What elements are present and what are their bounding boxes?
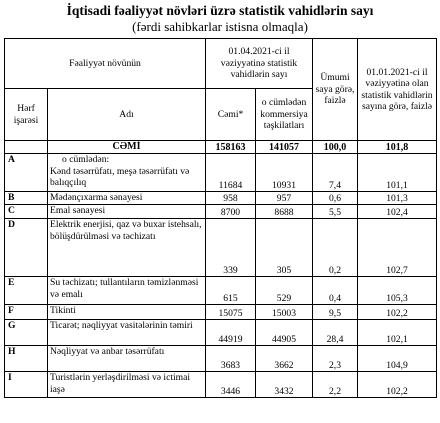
header-relative: 01.01.2021-ci il vəziyyətinə olan statistik vahidlərin sayına görə, faizlə	[358, 39, 437, 141]
row-commercial: 10931	[256, 154, 313, 192]
row-total: 15075	[206, 305, 256, 320]
row-activity-label: Ticarət; nəqliyyat vasitələrinin təmiri	[50, 320, 193, 331]
row-activity-label: Kənd təsərrüfatı, meşə təsərrüfatı və balıqçılıq	[50, 165, 190, 188]
row-share: 28,4	[313, 320, 358, 346]
table-row	[5, 277, 437, 305]
row-relative: 105,3	[358, 277, 437, 305]
table-row	[5, 192, 437, 205]
table-row	[5, 219, 437, 277]
row-letter-code: B	[5, 192, 48, 205]
row-activity-name	[48, 372, 206, 398]
row-total: 44919	[206, 320, 256, 346]
row-commercial: 3432	[256, 372, 313, 398]
row-commercial: 529	[256, 277, 313, 305]
row-letter-code: H	[5, 346, 48, 372]
row-letter-code: F	[5, 305, 48, 320]
row-total: 11684	[206, 154, 256, 192]
row-share: 7,4	[313, 154, 358, 192]
row-activity-name	[48, 205, 206, 219]
row-share: 0,4	[313, 277, 358, 305]
row-letter-code: D	[5, 219, 48, 277]
header-activity-types: Fəaliyyət növünün	[5, 39, 206, 89]
row-activity-label: Nəqliyyat və anbar təsərrüfatı	[50, 346, 165, 357]
row-relative: 101,1	[358, 154, 437, 192]
table-row	[5, 372, 437, 398]
table-row	[5, 205, 437, 219]
row-total: 615	[206, 277, 256, 305]
row-activity-label: Mədənçıxarma sənayesi	[50, 192, 143, 203]
table-body	[5, 141, 437, 398]
row-commercial: 8688	[256, 205, 313, 219]
row-relative: 104,9	[358, 346, 437, 372]
table-header	[5, 39, 437, 141]
row-letter-code: A	[5, 154, 48, 192]
row-commercial: 957	[256, 192, 313, 205]
row-share: 5,5	[313, 205, 358, 219]
row-commercial: 44905	[256, 320, 313, 346]
row-activity-name	[48, 154, 206, 192]
row-activity-label: Turistlərin yerləşdirilməsi və ictimai iaşə	[50, 372, 191, 395]
table-row	[5, 305, 437, 320]
row-activity-name	[48, 305, 206, 320]
total-relative: 101,8	[358, 141, 437, 154]
total-code	[5, 141, 48, 154]
row-relative: 102,1	[358, 320, 437, 346]
table-row	[5, 154, 437, 192]
row-lead-note: o cümlədən:	[62, 154, 110, 165]
row-activity-name	[48, 277, 206, 305]
row-commercial: 15003	[256, 305, 313, 320]
row-total: 3446	[206, 372, 256, 398]
statistics-table	[4, 38, 437, 398]
row-activity-name	[48, 346, 206, 372]
document-title: İqtisadi fəaliyyət növləri üzrə statistik vahidlərin sayı	[66, 3, 374, 18]
row-letter-code: C	[5, 205, 48, 219]
total-row	[5, 141, 437, 154]
table-row	[5, 320, 437, 346]
row-letter-code: E	[5, 277, 48, 305]
row-share: 9,5	[313, 305, 358, 320]
total-label: CƏMİ	[48, 141, 206, 154]
table-row	[5, 346, 437, 372]
header-total: Cəmi*	[206, 89, 256, 141]
row-share: 2,2	[313, 372, 358, 398]
row-activity-label: Emal sənayesi	[50, 205, 106, 216]
row-relative: 102,4	[358, 205, 437, 219]
row-share: 0,2	[313, 219, 358, 277]
row-relative: 102,2	[358, 305, 437, 320]
total-count: 158163	[206, 141, 256, 154]
header-letter-code: Hərf işarəsi	[5, 89, 48, 141]
document-subtitle: (fərdi sahibkarlar istisna olmaqla)	[132, 19, 308, 34]
header-commercial: o cümlədən kommersiya təşkilatları	[256, 89, 313, 141]
row-letter-code: G	[5, 320, 48, 346]
header-share: Ümumi saya görə, faizlə	[313, 39, 358, 141]
total-commercial: 141057	[256, 141, 313, 154]
header-count-date: 01.04.2021-ci il vəziyyətinə statistik vahidlərin sayı	[206, 39, 313, 89]
row-total: 3683	[206, 346, 256, 372]
row-commercial: 305	[256, 219, 313, 277]
row-total: 958	[206, 192, 256, 205]
row-letter-code: I	[5, 372, 48, 398]
row-share: 0,6	[313, 192, 358, 205]
row-share: 2,3	[313, 346, 358, 372]
row-relative: 101,3	[358, 192, 437, 205]
row-activity-name	[48, 320, 206, 346]
row-activity-name	[48, 219, 206, 277]
total-share: 100,0	[313, 141, 358, 154]
row-relative: 102,2	[358, 372, 437, 398]
row-activity-label: Tikinti	[50, 305, 76, 316]
row-total: 8700	[206, 205, 256, 219]
row-commercial: 3662	[256, 346, 313, 372]
row-activity-name	[48, 192, 206, 205]
row-relative: 102,7	[358, 219, 437, 277]
row-activity-label: Elektrik enerjisi, qaz və buxar istehsalı, bölüşdürülməsi və təchizatı	[50, 219, 202, 242]
row-total: 339	[206, 219, 256, 277]
header-name: Adı	[48, 89, 206, 141]
row-activity-label: Su təchizatı; tullantıların təmizlənməsi və emalı	[50, 277, 199, 300]
